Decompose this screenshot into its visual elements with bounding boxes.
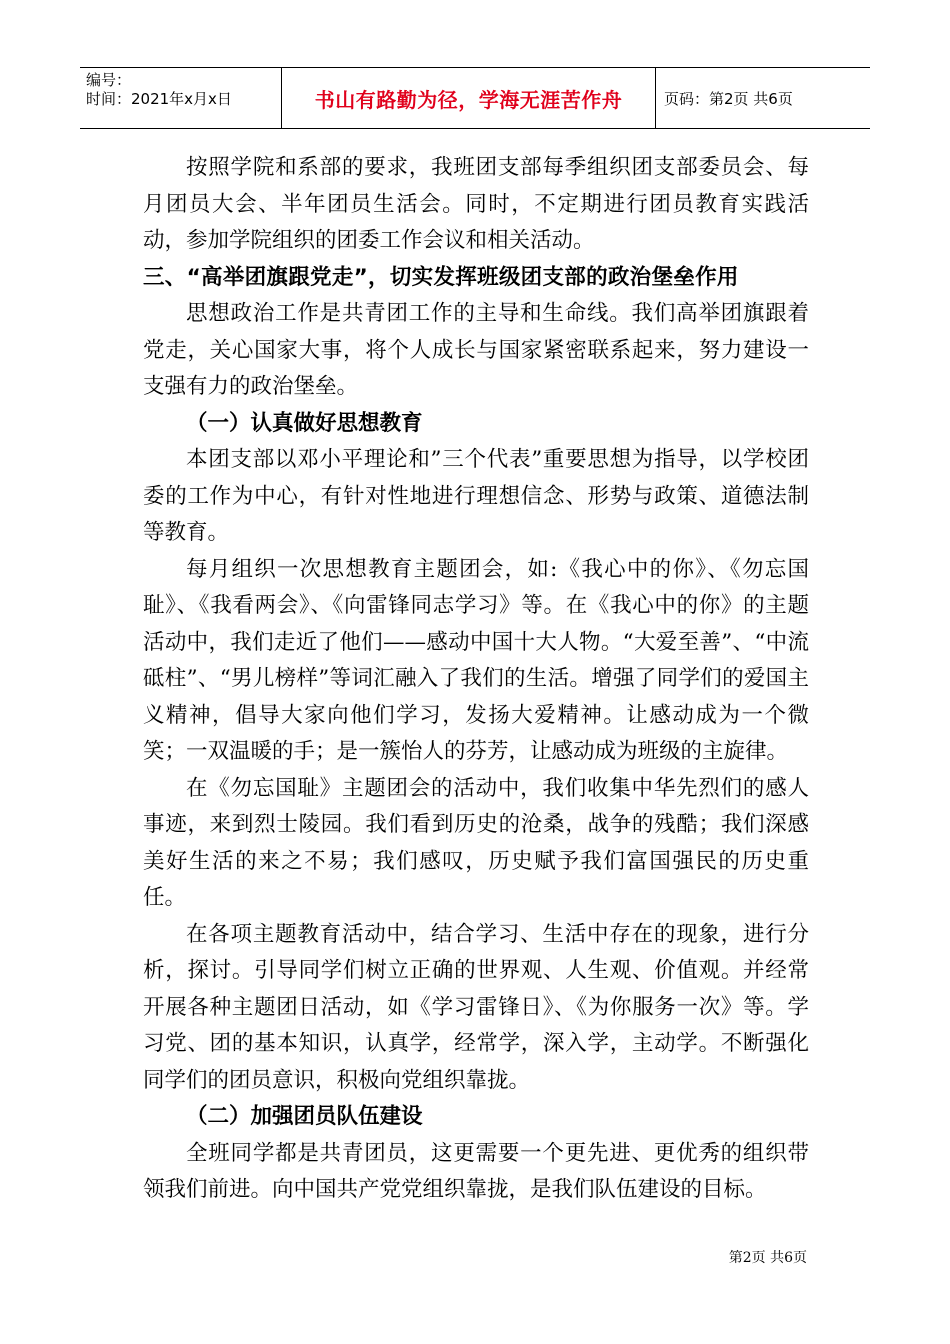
footer-page-indicator: 第2页 共6页 [728,1250,807,1266]
body-paragraph: 思想政治工作是共青团工作的主导和生命线。我们高举团旗跟着党走，关心国家大事，将个人成长与国家紧密联系起来，努力建设一支强有力的政治堡垒。 [143,301,809,399]
header-motto-cell [282,68,656,128]
header-page-code: 页码：第2页 共6页 [664,89,793,108]
subsection-heading: （一）认真做好思想教育 [186,410,423,436]
document-time-label: 时间：2021年x月x日 [86,90,232,108]
body-paragraph: 在各项主题教育活动中，结合学习、生活中存在的现象，进行分析，探讨。引导同学们树立正确的世界观、人生观、价值观。并经常开展各种主题团日活动，如《学习雷锋日》、《为你服务一次》等。学习党、团的基本知识，认真学，经常学，深入学，主动学。不断强化同学们的团员意识，积极向党组织靠拢。 [143,921,809,1093]
header-page-cell [656,68,870,128]
document-number-label: 编号： [86,71,132,89]
page-header [80,67,870,129]
body-paragraph: 在《勿忘国耻》主题团会的活动中，我们收集中华先烈们的感人事迹，来到烈士陵园。我们看到历史的沧桑，战争的残酷；我们深感美好生活的来之不易；我们感叹，历史赋予我们富国强民的历史重任。 [143,775,809,910]
body-paragraph: 按照学院和系部的要求，我班团支部每季组织团支部委员会、每月团员大会、半年团员生活会。同时，不定期进行团员教育实践活动，参加学院组织的团委工作会议和相关活动。 [143,155,809,253]
body-paragraph: 每月组织一次思想教育主题团会，如:《我心中的你》、《勿忘国耻》、《我看两会》、《向雷锋同志学习》等。在《我心中的你》的主题活动中，我们走近了他们——感动中国十大人物。“大爱至善”、“中流砥柱”、“男儿榜样”等词汇融入了我们的生活。增强了同学们的爱国主义精神，倡导大家向他们学习，发扬大爱精神。让感动成为一个微笑；一双温暖的手；是一簇怡人的芬芳，让感动成为班级的主旋律。 [143,556,809,764]
body-paragraph: 本团支部以邓小平理论和”三个代表”重要思想为指导，以学校团委的工作为中心，有针对性地进行理想信念、形势与政策、道德法制等教育。 [143,447,809,545]
body-paragraph: 全班同学都是共青团员，这更需要一个更先进、更优秀的组织带领我们前进。向中国共产党党组织靠拢，是我们队伍建设的目标。 [143,1140,809,1202]
header-meta [80,68,282,128]
header-motto: 书山有路勤为径，学海无涯苦作舟 [314,87,623,112]
subsection-heading: （二）加强团员队伍建设 [186,1104,423,1129]
section-heading: 三、“高举团旗跟党走”，切实发挥班级团支部的政治堡垒作用 [143,264,739,290]
document-body [143,150,809,1209]
